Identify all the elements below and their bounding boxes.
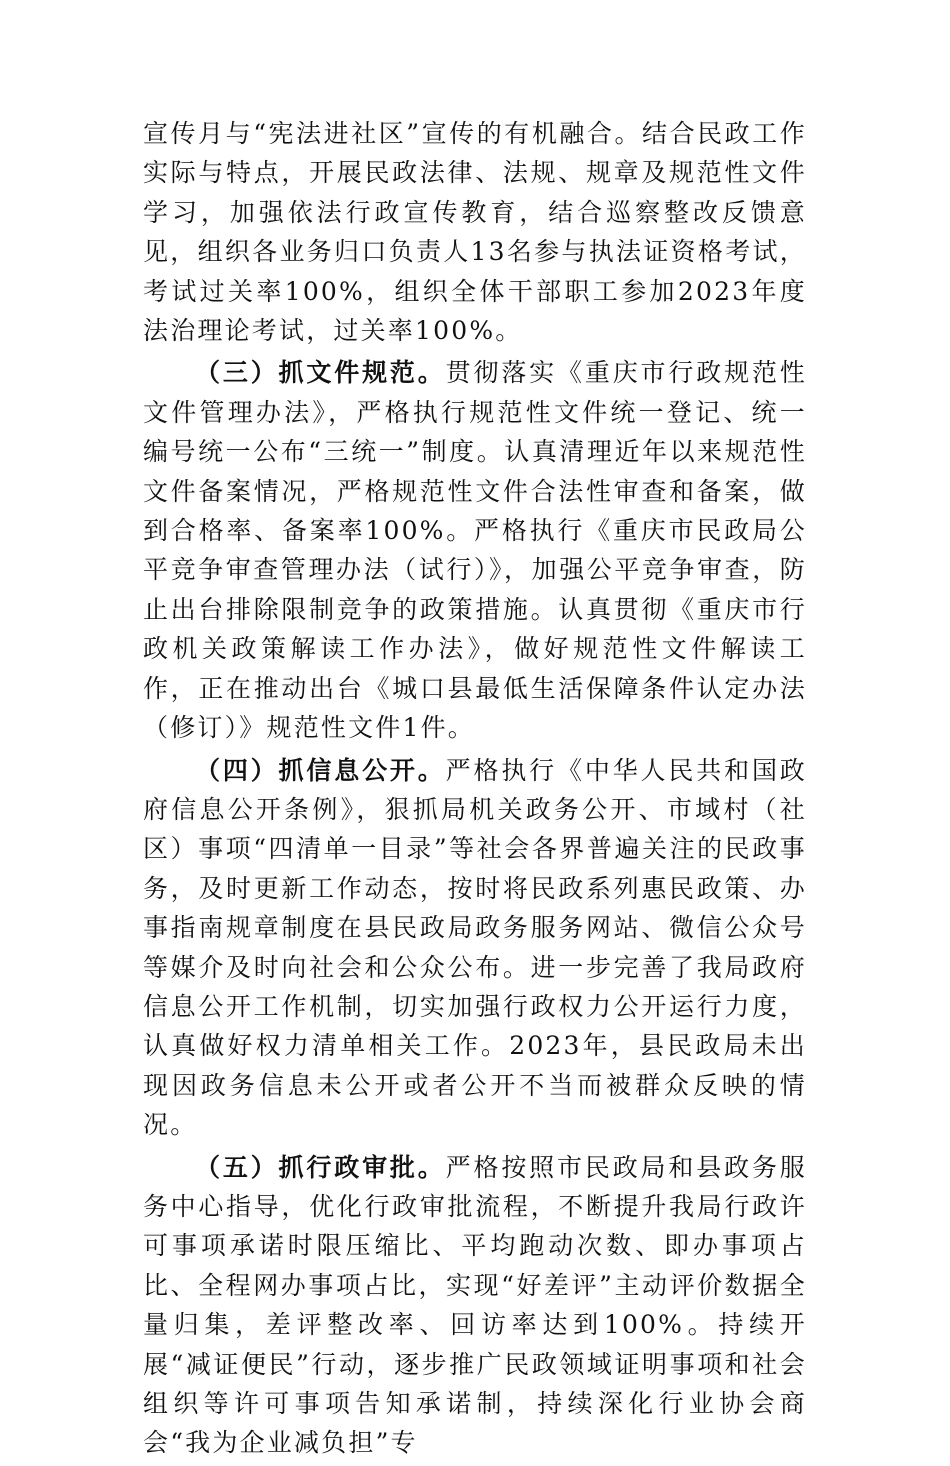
paragraph-4 (143, 1148, 807, 1463)
paragraph-4-text: 严格按照市民政局和县政务服务中心指导，优化行政审批流程，不断提升我局行政许可事项承诺时限压缩比、平均跑动次数、即办事项占比、全程网办事项占比，实现“好差评”主动评价数据全量归集，差评整改率、回访率达到100%。持续开展“减证便民”行动，逐步推广民政领域证明事项和社会组织等许可事项告知承诺制，持续深化行业协会商会“我为企业减负担”专 (143, 1152, 807, 1458)
paragraph-1-text: 宣传月与“宪法进社区”宣传的有机融合。结合民政工作实际与特点，开展民政法律、法规、规章及规范性文件学习，加强依法行政宣传教育，结合巡察整改反馈意见，组织各业务归口负责人13名参与执法证资格考试，考试过关率100%，组织全体干部职工参加2023年度法治理论考试，过关率100%。 (143, 119, 807, 346)
paragraph-1 (143, 114, 807, 350)
section-5-heading: （五）抓行政审批。 (195, 1152, 446, 1182)
paragraph-3 (143, 751, 807, 1145)
document-body (143, 114, 807, 1466)
paragraph-3-text: 严格执行《中华人民共和国政府信息公开条例》，狠抓局机关政务公开、市域村（社区）事项“四清单一目录”等社会各界普遍关注的民政事务，及时更新工作动态，按时将民政系列惠民政策、办事指南规章制度在县民政局政务服务网站、微信公众号等媒介及时向社会和公众公布。进一步完善了我局政府信息公开工作机制，切实加强行政权力公开运行力度，认真做好权力清单相关工作。2023年，县民政局未出现因政务信息未公开或者公开不当而被群众反映的情况。 (143, 755, 807, 1140)
paragraph-2-text: 贯彻落实《重庆市行政规范性文件管理办法》，严格执行规范性文件统一登记、统一编号统一公布“三统一”制度。认真清理近年以来规范性文件备案情况，严格规范性文件合法性审查和备案，做到合格率、备案率100%。严格执行《重庆市民政局公平竞争审查管理办法（试行）》，加强公平竞争审查，防止出台排除限制竞争的政策措施。认真贯彻《重庆市行政机关政策解读工作办法》，做好规范性文件解读工作，正在推动出台《城口县最低生活保障条件认定办法（修订）》规范性文件1件。 (143, 358, 807, 743)
section-3-heading: （三）抓文件规范。 (195, 358, 446, 388)
section-4-heading: （四）抓信息公开。 (195, 755, 446, 785)
paragraph-2 (143, 353, 807, 747)
